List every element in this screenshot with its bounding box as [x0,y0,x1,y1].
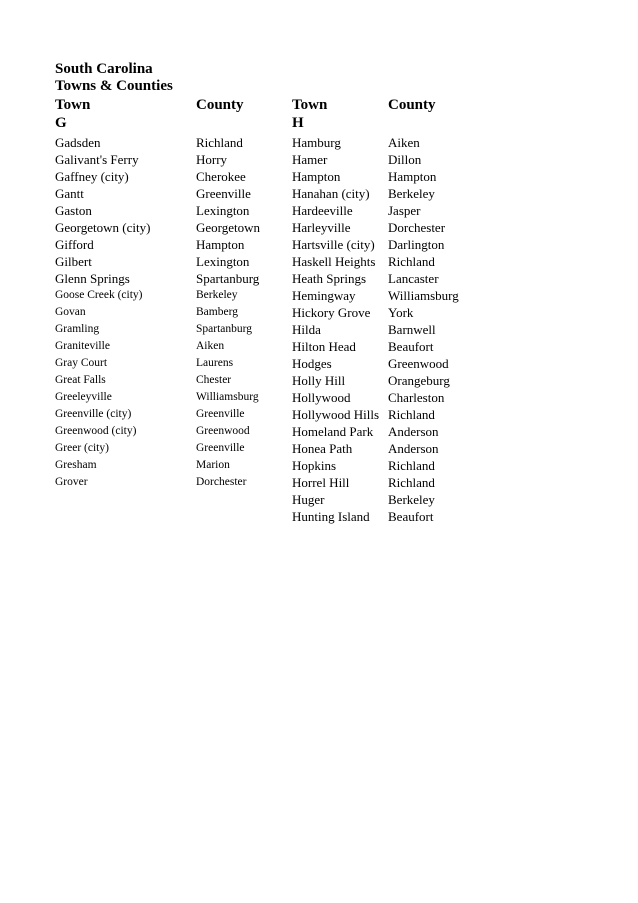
town-cell-right: Homeland Park [292,424,374,439]
county-cell-right: York [388,305,414,320]
document-page [55,61,615,525]
town-cell-right: Hollywood [292,390,351,405]
town-cell-left: Great Falls [55,374,106,386]
county-cell-right: Richland [388,254,435,269]
town-cell-right: Hodges [292,356,332,371]
town-cell-left: Glenn Springs [55,271,130,286]
town-cell-left: Georgetown (city) [55,220,151,235]
header-county-left: County [196,97,244,113]
town-cell-right: Harleyville [292,220,351,235]
town-cell-right: Hamer [292,152,328,167]
county-cell-right: Darlington [388,237,445,252]
county-cell-right: Barnwell [388,322,436,337]
table-row [55,236,615,253]
town-cell-left: Gray Court [55,357,108,369]
county-cell-left: Greenville [196,186,251,201]
county-cell-left: Georgetown [196,220,261,235]
column-header-row [55,96,615,114]
table-row [55,508,615,525]
town-cell-left: Galivant's Ferry [55,152,139,167]
table-row [55,151,615,168]
county-cell-right: Dorchester [388,220,446,235]
town-cell-right: Hopkins [292,458,337,473]
table-row [55,474,615,491]
county-cell-left: Hampton [196,237,245,252]
county-cell-right: Anderson [388,424,439,439]
county-cell-right: Beaufort [388,509,434,524]
county-cell-left: Chester [196,374,232,386]
county-cell-left: Laurens [196,357,234,369]
section-letter-left: G [55,115,67,131]
table-row [55,338,615,355]
table-row [55,202,615,219]
town-cell-right: Hartsville (city) [292,237,375,252]
town-cell-left: Greenville (city) [55,408,132,420]
county-cell-left: Spartanburg [196,323,253,335]
town-cell-left: Gadsden [55,135,101,150]
town-cell-right: Hilda [292,322,321,337]
county-cell-left: Williamsburg [196,391,259,403]
table-row [55,491,615,508]
town-cell-left: Goose Creek (city) [55,289,143,301]
town-cell-right: Honea Path [292,441,353,456]
table-row [55,457,615,474]
town-cell-left: Gresham [55,459,97,471]
town-cell-right: Haskell Heights [292,254,376,269]
table-row [55,355,615,372]
county-cell-right: Williamsburg [388,288,459,303]
county-cell-right: Richland [388,458,435,473]
town-cell-left: Gifford [55,237,94,252]
town-cell-right: Hampton [292,169,341,184]
county-cell-right: Berkeley [388,186,435,201]
town-cell-right: Hickory Grove [292,305,371,320]
county-cell-left: Greenwood [196,425,250,437]
town-cell-left: Govan [55,306,86,318]
county-cell-left: Greenville [196,408,245,420]
town-cell-right: Hamburg [292,135,341,150]
county-cell-right: Orangeburg [388,373,450,388]
town-cell-left: Greenwood (city) [55,425,137,437]
county-cell-left: Lexington [196,203,250,218]
county-cell-left: Richland [196,135,243,150]
county-cell-left: Berkeley [196,289,238,301]
town-cell-right: Hanahan (city) [292,186,370,201]
county-cell-left: Spartanburg [196,271,260,286]
town-cell-left: Grover [55,476,88,488]
table-row [55,304,615,321]
town-cell-right: Heath Springs [292,271,367,286]
table-row [55,321,615,338]
table-row [55,134,615,151]
county-cell-left: Lexington [196,254,250,269]
table-row [55,406,615,423]
town-cell-right: Horrel Hill [292,475,350,490]
town-cell-left: Greeleyville [55,391,112,403]
town-cell-left: Greer (city) [55,442,109,454]
county-cell-left: Bamberg [196,306,238,318]
town-cell-left: Gilbert [55,254,92,269]
county-cell-right: Beaufort [388,339,434,354]
document-title-subtitle: Towns & Counties [55,78,173,94]
table-row [55,440,615,457]
table-row [55,423,615,440]
county-cell-right: Charleston [388,390,445,405]
town-cell-right: Huger [292,492,325,507]
county-cell-left: Greenville [196,442,245,454]
county-cell-right: Richland [388,407,435,422]
table-row [55,389,615,406]
section-letter-right: H [292,115,304,131]
header-town-right: Town [292,97,328,113]
table-row [55,270,615,287]
town-cell-right: Hunting Island [292,509,370,524]
town-cell-left: Gramling [55,323,100,335]
county-cell-left: Marion [196,459,230,471]
town-cell-right: Hardeeville [292,203,353,218]
table-row [55,168,615,185]
document-title-state: South Carolina [55,61,153,77]
county-cell-right: Berkeley [388,492,435,507]
county-cell-left: Cherokee [196,169,246,184]
county-cell-left: Dorchester [196,476,247,488]
county-cell-right: Dillon [388,152,422,167]
town-cell-left: Gaston [55,203,92,218]
county-cell-right: Hampton [388,169,437,184]
county-cell-left: Horry [196,152,228,167]
table-row [55,253,615,270]
town-cell-right: Holly Hill [292,373,346,388]
town-county-table [55,134,615,525]
county-cell-right: Aiken [388,135,420,150]
town-cell-left: Graniteville [55,340,110,352]
county-cell-left: Aiken [196,340,225,352]
county-cell-right: Lancaster [388,271,439,286]
county-cell-right: Anderson [388,441,439,456]
town-cell-right: Hemingway [292,288,356,303]
table-row [55,185,615,202]
county-cell-right: Richland [388,475,435,490]
header-town-left: Town [55,97,91,113]
table-row [55,372,615,389]
county-cell-right: Greenwood [388,356,449,371]
table-row [55,287,615,304]
town-cell-right: Hollywood Hills [292,407,380,422]
town-cell-right: Hilton Head [292,339,356,354]
table-row [55,219,615,236]
town-cell-left: Gantt [55,186,84,201]
county-cell-right: Jasper [388,203,421,218]
letter-row [55,114,615,132]
header-county-right: County [388,97,436,113]
town-cell-left: Gaffney (city) [55,169,129,184]
